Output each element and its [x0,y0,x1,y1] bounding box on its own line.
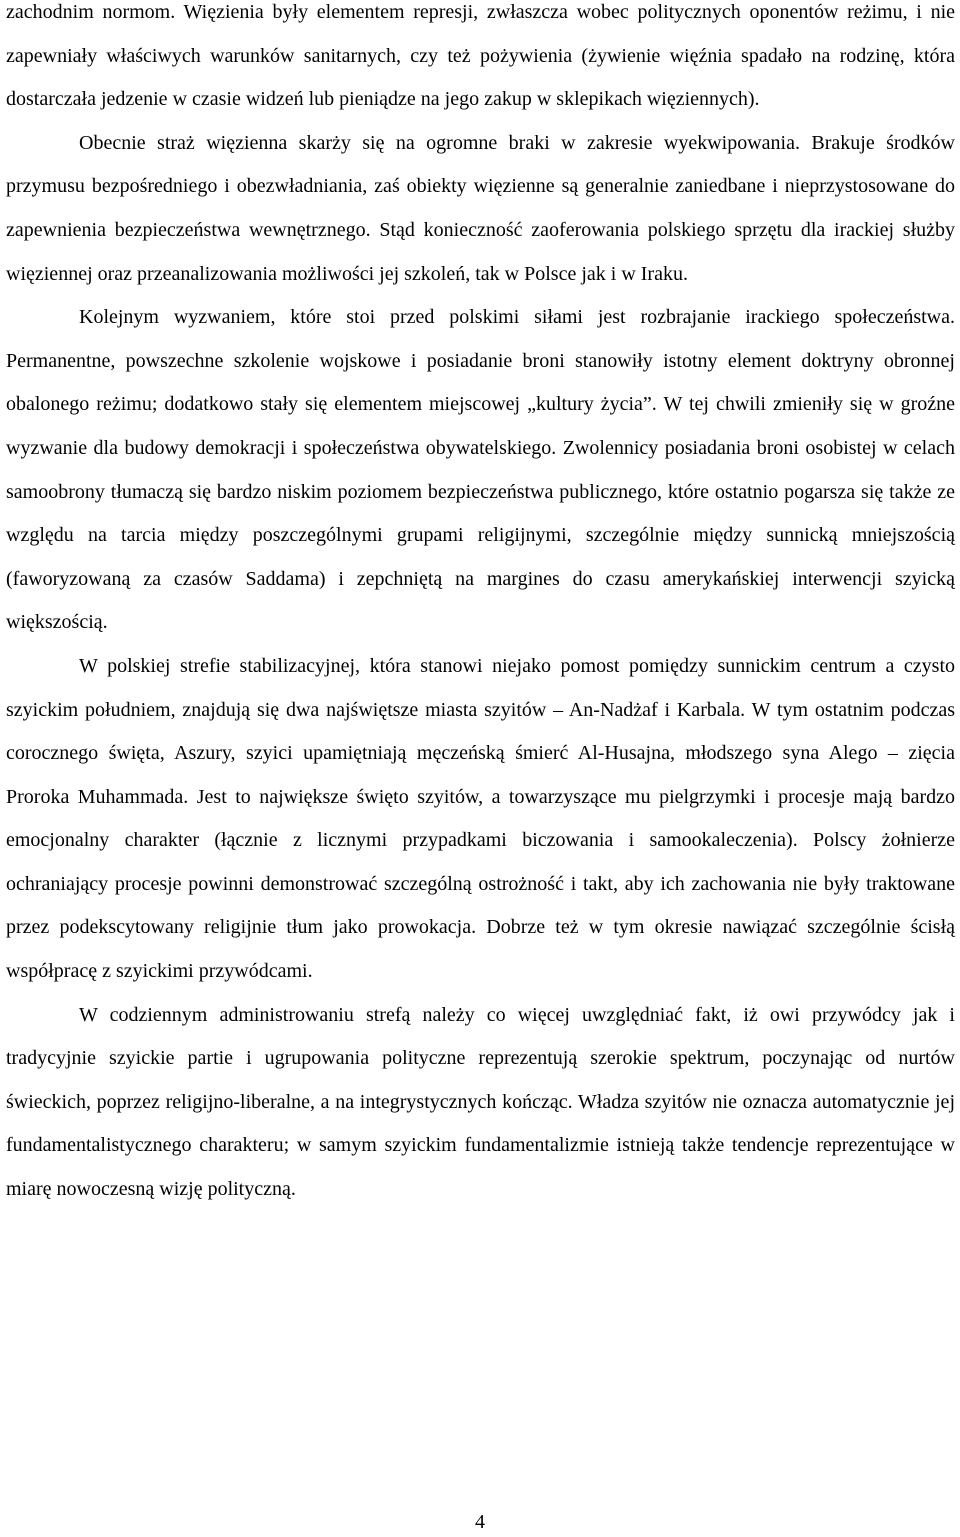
paragraph-5: W codziennym administrowaniu strefą należy co więcej uwzględniać fakt, iż owi przywódcy jak i tradycyjnie szyickie partie i ugrupowania polityczne reprezentują szerokie spektrum, poczynając od nurtów świeckich, poprzez religijno-liberalne, a na integrystycznych kończąc. Władza szyitów nie oznacza automatycznie jej fundamentalistycznego charakteru; w samym szyickim fundamentalizmie istnieją także tendencje reprezentujące w miarę nowoczesną wizję polityczną. [6,1003,955,1201]
paragraph-4: W polskiej strefie stabilizacyjnej, która stanowi niejako pomost pomiędzy sunnickim centrum a czysto szyickim południem, znajdują się dwa najświętsze miasta szyitów – An-Nadżaf i Karbala. W tym ostatnim podczas corocznego święta, Aszury, szyici upamiętniają męczeńską śmierć Al-Husajna, młodszego syna Alego – zięcia Proroka Muhammada. Jest to największe święto szyitów, a towarzyszące mu pielgrzymki i procesje mają bardzo emocjonalny charakter (łącznie z licznymi przypadkami biczowania i samookaleczenia). Polscy żołnierze ochraniający procesje powinni demonstrować szczególną ostrożność i takt, aby ich zachowania nie były traktowane przez podekscytowany religijnie tłum jako prowokacja. Dobrze też w tym okresie nawiązać szczególnie ścisłą współpracę z szyickimi przywódcami. [6,654,955,983]
document-page [6,0,955,1212]
page-number: 4 [475,1511,485,1533]
paragraph-2: Obecnie straż więzienna skarży się na ogromne braki w zakresie wyekwipowania. Brakuje środków przymusu bezpośredniego i obezwładniania, zaś obiekty więzienne są generalnie zaniedbane i nieprzystosowane do zapewnienia bezpieczeństwa wewnętrznego. Stąd konieczność zaoferowania polskiego sprzętu dla irackiej służby więziennej oraz przeanalizowania możliwości jej szkoleń, tak w Polsce jak i w Iraku. [6,131,955,285]
paragraph-3: Kolejnym wyzwaniem, które stoi przed polskimi siłami jest rozbrajanie irackiego społeczeństwa. Permanentne, powszechne szkolenie wojskowe i posiadanie broni stanowiły istotny element doktryny obronnej obalonego reżimu; dodatkowo stały się elementem miejscowej „kultury życia”. W tej chwili zmieniły się w groźne wyzwanie dla budowy demokracji i społeczeństwa obywatelskiego. Zwolennicy posiadania broni osobistej w celach samoobrony tłumaczą się bardzo niskim poziomem bezpieczeństwa publicznego, które ostatnio pogarsza się także ze względu na tarcia między poszczególnymi grupami religijnymi, szczególnie między sunnicką mniejszością (faworyzowaną za czasów Saddama) i zepchniętą na margines do czasu amerykańskiej interwencji szyicką większością. [6,306,955,634]
paragraph-1: zachodnim normom. Więzienia były elementem represji, zwłaszcza wobec politycznych oponentów reżimu, i nie zapewniały właściwych warunków sanitarnych, czy też pożywienia (żywienie więźnia spadało na rodzinę, która dostarczała jedzenie w czasie widzeń lub pieniądze na jego zakup w sklepikach więziennych). [6,1,955,111]
